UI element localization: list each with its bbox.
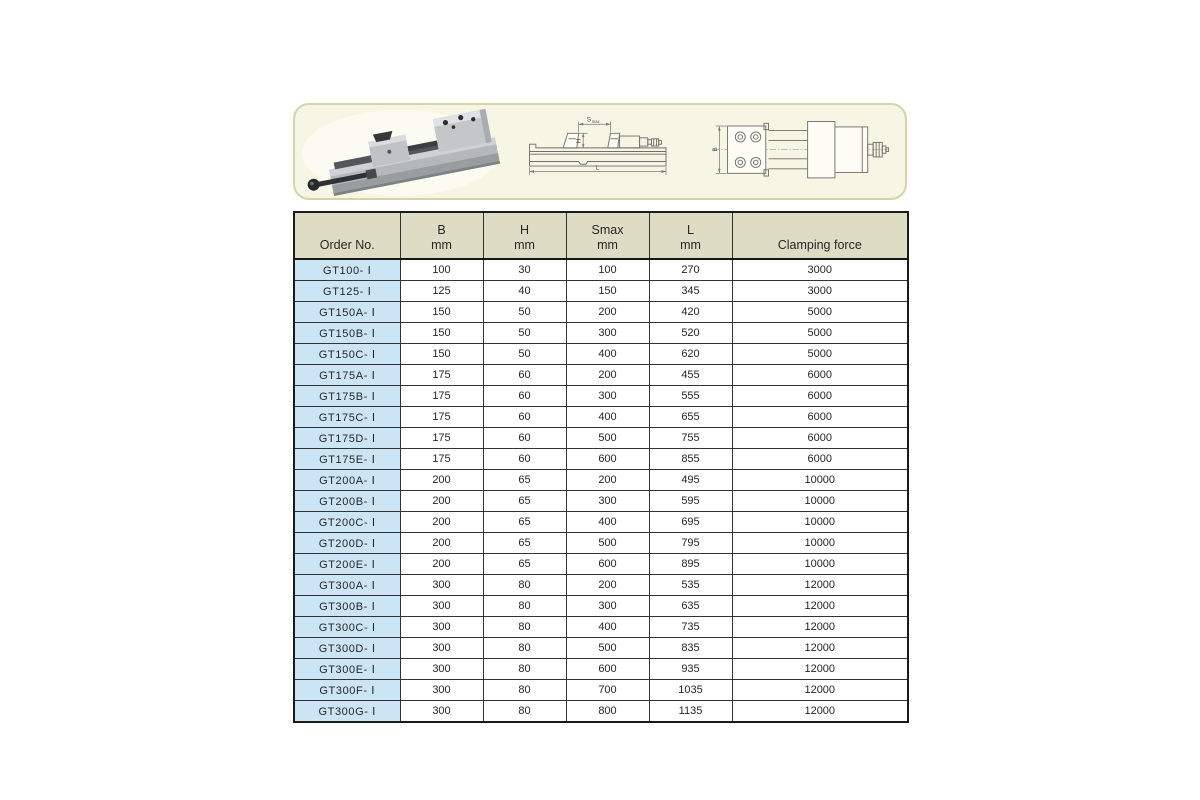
smax-cell: 150	[566, 281, 649, 302]
col-header-b-unit: mm	[431, 238, 452, 253]
l-cell: 595	[649, 491, 732, 512]
table-row	[294, 680, 908, 701]
smax-cell: 400	[566, 617, 649, 638]
b-cell: 300	[400, 638, 483, 659]
table-row	[294, 302, 908, 323]
spec-table-header	[294, 212, 908, 259]
order-no-cell: GT300C- Ⅰ	[294, 617, 400, 638]
l-cell: 1135	[649, 701, 732, 723]
b-cell: 200	[400, 470, 483, 491]
smax-dim-sub-label: max	[591, 118, 600, 124]
clamping-force-cell: 6000	[732, 428, 908, 449]
l-cell: 1035	[649, 680, 732, 701]
smax-cell: 300	[566, 491, 649, 512]
table-row	[294, 701, 908, 723]
h-cell: 65	[483, 470, 566, 491]
b-cell: 175	[400, 365, 483, 386]
smax-cell: 400	[566, 512, 649, 533]
l-cell: 635	[649, 596, 732, 617]
smax-cell: 700	[566, 680, 649, 701]
table-row	[294, 491, 908, 512]
h-cell: 80	[483, 596, 566, 617]
smax-cell: 300	[566, 386, 649, 407]
smax-cell: 500	[566, 533, 649, 554]
order-no-cell: GT175C- Ⅰ	[294, 407, 400, 428]
smax-cell: 200	[566, 365, 649, 386]
clamping-force-cell: 5000	[732, 302, 908, 323]
smax-cell: 400	[566, 344, 649, 365]
clamping-force-cell: 3000	[732, 259, 908, 281]
b-cell: 100	[400, 259, 483, 281]
table-row	[294, 533, 908, 554]
table-row	[294, 554, 908, 575]
h-cell: 50	[483, 302, 566, 323]
table-row	[294, 449, 908, 470]
order-no-cell: GT300G- Ⅰ	[294, 701, 400, 723]
order-no-cell: GT300F- Ⅰ	[294, 680, 400, 701]
clamping-force-cell: 5000	[732, 344, 908, 365]
b-cell: 175	[400, 407, 483, 428]
header-row	[294, 212, 908, 259]
smax-cell: 600	[566, 554, 649, 575]
vise-photo	[299, 106, 503, 197]
table-row	[294, 386, 908, 407]
table-row	[294, 344, 908, 365]
smax-cell: 800	[566, 701, 649, 723]
clamping-force-cell: 5000	[732, 323, 908, 344]
table-row	[294, 638, 908, 659]
l-cell: 420	[649, 302, 732, 323]
clamping-force-cell: 6000	[732, 407, 908, 428]
h-cell: 80	[483, 638, 566, 659]
order-no-cell: GT175B- Ⅰ	[294, 386, 400, 407]
table-row	[294, 470, 908, 491]
table-row	[294, 428, 908, 449]
h-cell: 80	[483, 575, 566, 596]
table-row	[294, 617, 908, 638]
l-cell: 270	[649, 259, 732, 281]
b-cell: 200	[400, 491, 483, 512]
table-row	[294, 323, 908, 344]
col-header-smax-unit: mm	[597, 238, 618, 253]
b-dim-label: B	[712, 147, 720, 152]
clamping-force-cell: 6000	[732, 365, 908, 386]
b-cell: 175	[400, 449, 483, 470]
l-cell: 345	[649, 281, 732, 302]
order-no-cell: GT300B- Ⅰ	[294, 596, 400, 617]
col-header-smax	[566, 212, 649, 259]
l-cell: 555	[649, 386, 732, 407]
vise-side-view-drawing	[503, 106, 697, 197]
l-cell: 455	[649, 365, 732, 386]
h-cell: 40	[483, 281, 566, 302]
smax-cell: 200	[566, 470, 649, 491]
h-cell: 65	[483, 554, 566, 575]
clamping-force-cell: 10000	[732, 470, 908, 491]
l-cell: 755	[649, 428, 732, 449]
col-header-b-name: B	[437, 222, 446, 237]
order-no-cell: GT200E- Ⅰ	[294, 554, 400, 575]
table-row	[294, 659, 908, 680]
b-cell: 200	[400, 512, 483, 533]
b-cell: 300	[400, 659, 483, 680]
smax-cell: 500	[566, 428, 649, 449]
content-column	[293, 103, 907, 723]
table-row	[294, 365, 908, 386]
b-cell: 200	[400, 554, 483, 575]
b-cell: 125	[400, 281, 483, 302]
l-cell: 520	[649, 323, 732, 344]
smax-cell: 500	[566, 638, 649, 659]
smax-cell: 600	[566, 659, 649, 680]
b-cell: 200	[400, 533, 483, 554]
col-header-h-name: H	[519, 222, 530, 237]
h-cell: 60	[483, 449, 566, 470]
table-row	[294, 407, 908, 428]
h-cell: 80	[483, 701, 566, 723]
col-header-order-no: Order No.	[294, 212, 400, 259]
order-no-cell: GT150C- Ⅰ	[294, 344, 400, 365]
clamping-force-cell: 12000	[732, 575, 908, 596]
h-cell: 50	[483, 344, 566, 365]
b-cell: 175	[400, 386, 483, 407]
b-cell: 150	[400, 323, 483, 344]
l-cell: 895	[649, 554, 732, 575]
col-header-l	[649, 212, 732, 259]
l-cell: 795	[649, 533, 732, 554]
b-cell: 150	[400, 344, 483, 365]
b-cell: 300	[400, 596, 483, 617]
l-cell: 935	[649, 659, 732, 680]
h-cell: 80	[483, 617, 566, 638]
order-no-cell: GT200A- Ⅰ	[294, 470, 400, 491]
order-no-cell: GT175D- Ⅰ	[294, 428, 400, 449]
col-header-l-unit: mm	[680, 238, 701, 253]
order-no-cell: GT200B- Ⅰ	[294, 491, 400, 512]
clamping-force-cell: 6000	[732, 386, 908, 407]
order-no-cell: GT125- Ⅰ	[294, 281, 400, 302]
h-cell: 50	[483, 323, 566, 344]
l-cell: 655	[649, 407, 732, 428]
b-cell: 300	[400, 617, 483, 638]
h-cell: 30	[483, 259, 566, 281]
clamping-force-cell: 10000	[732, 533, 908, 554]
clamping-force-cell: 12000	[732, 617, 908, 638]
order-no-cell: GT175A- Ⅰ	[294, 365, 400, 386]
h-dim-label: H	[575, 138, 583, 144]
b-cell: 150	[400, 302, 483, 323]
order-no-cell: GT150A- Ⅰ	[294, 302, 400, 323]
clamping-force-cell: 3000	[732, 281, 908, 302]
h-cell: 60	[483, 386, 566, 407]
table-row	[294, 575, 908, 596]
l-cell: 495	[649, 470, 732, 491]
smax-dim-label: S	[586, 116, 592, 124]
clamping-force-cell: 10000	[732, 491, 908, 512]
order-no-cell: GT300A- Ⅰ	[294, 575, 400, 596]
order-no-cell: GT200D- Ⅰ	[294, 533, 400, 554]
spec-table	[293, 211, 909, 723]
l-dim-label: L	[595, 164, 600, 172]
l-cell: 535	[649, 575, 732, 596]
smax-cell: 600	[566, 449, 649, 470]
vise-top-view-drawing	[697, 106, 901, 197]
clamping-force-cell: 12000	[732, 701, 908, 723]
h-cell: 60	[483, 407, 566, 428]
b-cell: 300	[400, 680, 483, 701]
h-cell: 80	[483, 680, 566, 701]
table-row	[294, 259, 908, 281]
clamping-force-cell: 12000	[732, 680, 908, 701]
col-header-b	[400, 212, 483, 259]
order-no-cell: GT200C- Ⅰ	[294, 512, 400, 533]
col-header-h	[483, 212, 566, 259]
smax-cell: 200	[566, 575, 649, 596]
clamping-force-cell: 12000	[732, 659, 908, 680]
col-header-h-unit: mm	[514, 238, 535, 253]
table-row	[294, 512, 908, 533]
col-header-smax-name: Smax	[591, 222, 624, 237]
l-cell: 620	[649, 344, 732, 365]
h-cell: 80	[483, 659, 566, 680]
order-no-cell: GT100- Ⅰ	[294, 259, 400, 281]
table-row	[294, 281, 908, 302]
clamping-force-cell: 10000	[732, 512, 908, 533]
smax-cell: 300	[566, 323, 649, 344]
smax-cell: 400	[566, 407, 649, 428]
smax-cell: 200	[566, 302, 649, 323]
b-cell: 300	[400, 575, 483, 596]
h-cell: 65	[483, 491, 566, 512]
clamping-force-cell: 6000	[732, 449, 908, 470]
smax-cell: 100	[566, 259, 649, 281]
order-no-cell: GT300D- Ⅰ	[294, 638, 400, 659]
b-cell: 175	[400, 428, 483, 449]
clamping-force-cell: 10000	[732, 554, 908, 575]
table-row	[294, 596, 908, 617]
spec-table-body	[294, 259, 908, 722]
order-no-cell: GT300E- Ⅰ	[294, 659, 400, 680]
h-cell: 60	[483, 428, 566, 449]
b-cell: 300	[400, 701, 483, 723]
l-cell: 855	[649, 449, 732, 470]
col-header-l-name: L	[687, 222, 694, 237]
l-cell: 835	[649, 638, 732, 659]
clamping-force-cell: 12000	[732, 638, 908, 659]
product-figure-panel	[293, 103, 907, 200]
h-cell: 60	[483, 365, 566, 386]
smax-cell: 300	[566, 596, 649, 617]
col-header-clamping-force: Clamping force	[732, 212, 908, 259]
order-no-cell: GT150B- Ⅰ	[294, 323, 400, 344]
l-cell: 735	[649, 617, 732, 638]
h-cell: 65	[483, 533, 566, 554]
order-no-cell: GT175E- Ⅰ	[294, 449, 400, 470]
h-cell: 65	[483, 512, 566, 533]
clamping-force-cell: 12000	[732, 596, 908, 617]
l-cell: 695	[649, 512, 732, 533]
